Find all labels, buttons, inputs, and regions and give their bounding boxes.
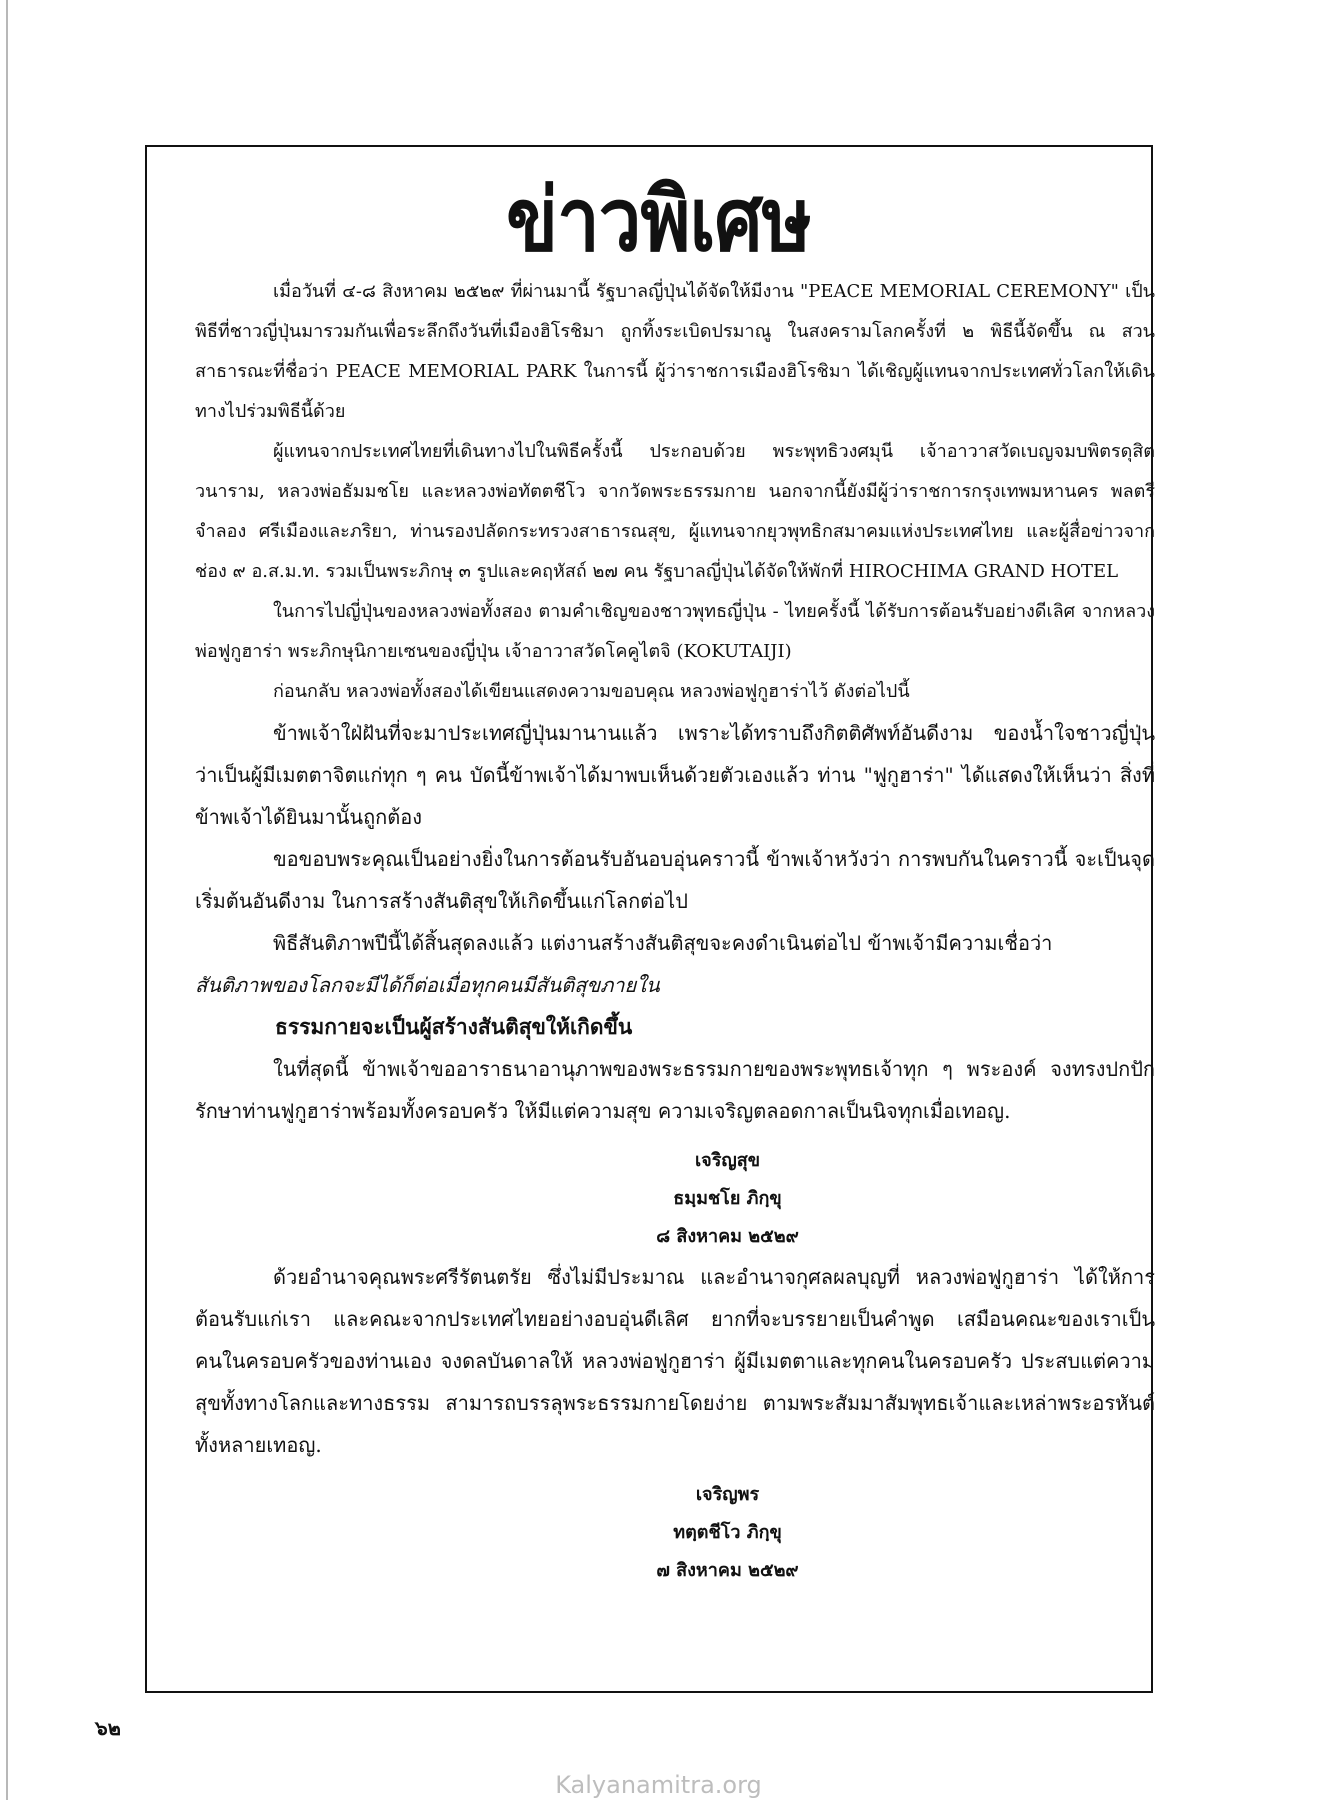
article-body [195,272,1155,1590]
signature1-name: ธมฺมชโย ภิกฺขุ [673,1188,782,1209]
paragraph-reception: ในการไปญี่ปุ่นของหลวงพ่อทั้งสอง ตามคำเชิญของชาวพุทธญี่ปุ่น - ไทยครั้งนี้ ได้รับการต้อนรับอย่างดีเลิศ จากหลวงพ่อฟูกูฮาร่า พระภิกษุนิกายเซนของญี่ปุ่น เจ้าอาวาสวัดโคคูไตจิ (KOKUTAIJI) [195,601,1155,662]
signature2-greeting: เจริญพร [695,1484,760,1505]
signature2-date: ๗ สิงหาคม ๒๕๒๙ [656,1560,799,1581]
signature2-name: ทตฺตชีโว ภิกฺขุ [673,1522,782,1543]
watermark-text: Kalyanamitra.org [555,1771,762,1799]
paragraph-delegation: ผู้แทนจากประเทศไทยที่เดินทางไปในพิธีครั้งนี้ ประกอบด้วย พระพุทธิวงศมุนี เจ้าอาวาสวัดเบญจมบพิตรดุสิตวนาราม, หลวงพ่อธัมมชโย และหลวงพ่อทัตตชีโว จากวัดพระธรรมกาย นอกจากนี้ยังมีผู้ว่าราชการกรุงเทพมหานคร พลตรีจำลอง ศรีเมืองและภริยา, ท่านรองปลัดกระทรวงสาธารณสุข, ผู้แทนจากยุวพุทธิกสมาคมแห่งประเทศไทย และผู้สื่อข่าวจากช่อง ๙ อ.ส.ม.ท. รวมเป็นพระภิกษุ ๓ รูปและคฤหัสถ์ ๒๗ คน รัฐบาลญี่ปุ่นได้จัดให้พักที่ HIROCHIMA GRAND HOTEL [195,441,1155,582]
paragraph-peace-quote: สันติภาพของโลกจะมีได้ก็ต่อเมื่อทุกคนมีสันติสุขภายใน [195,973,660,997]
paragraph-letter-2: ขอขอบพระคุณเป็นอย่างยิ่งในการต้อนรับอันอบอุ่นคราวนี้ ข้าพเจ้าหวังว่า การพบกันในคราวนี้ จะเป็นจุดเริ่มต้นอันดีงาม ในการสร้างสันติสุขให้เกิดขึ้นแก่โลกต่อไป [195,847,1155,913]
dhammakaya-statement: ธรรมกายจะเป็นผู้สร้างสันติสุขให้เกิดขึ้น [275,1014,633,1039]
signature1-date: ๘ สิงหาคม ๒๕๒๙ [656,1226,799,1247]
paragraph-intro: เมื่อวันที่ ๔-๘ สิงหาคม ๒๕๒๙ ที่ผ่านมานี้ รัฐบาลญี่ปุ่นได้จัดให้มีงาน "PEACE MEMORIAL CEREMONY" เป็นพิธีที่ชาวญี่ปุ่นมารวมกันเพื่อระลึกถึงวันที่เมืองฮิโรชิมา ถูกทิ้งระเบิดปรมาณู ในสงครามโลกครั้งที่ ๒ พิธีนี้จัดขึ้น ณ สวนสาธารณะที่ชื่อว่า PEACE MEMORIAL PARK ในการนี้ ผู้ว่าราชการเมืองฮิโรชิมา ได้เชิญผู้แทนจากประเทศทั่วโลกให้เดินทางไปร่วมพิธีนี้ด้วย [195,281,1155,422]
paragraph-letter-3: พิธีสันติภาพปีนี้ได้สิ้นสุดลงแล้ว แต่งานสร้างสันติสุขจะคงดำเนินต่อไป ข้าพเจ้ามีความเชื่อว่า [273,931,1053,955]
page-number: ๖๒ [95,1716,121,1740]
paragraph-letter-1: ข้าพเจ้าใฝ่ฝันที่จะมาประเทศญี่ปุ่นมานานแล้ว เพราะได้ทราบถึงกิตติศัพท์อันดีงาม ของน้ำใจชาวญี่ปุ่น ว่าเป็นผู้มีเมตตาจิตแก่ทุก ๆ คน บัดนี้ข้าพเจ้าได้มาพบเห็นด้วยตัวเองแล้ว ท่าน "ฟูกูฮาร่า" ได้แสดงให้เห็นว่า สิ่งที่ข้าพเจ้าได้ยินมานั้นถูกต้อง [195,721,1156,829]
paragraph-closing-blessing: ด้วยอำนาจคุณพระศรีรัตนตรัย ซึ่งไม่มีประมาณ และอำนาจกุศลผลบุญที่ หลวงพ่อฟูกูฮาร่า ได้ให้การต้อนรับแก่เรา และคณะจากประเทศไทยอย่างอบอุ่นดีเลิศ ยากที่จะบรรยายเป็นคำพูด เสมือนคณะของเราเป็นคนในครอบครัวของท่านเอง จงดลบันดาลให้ หลวงพ่อฟูกูฮาร่า ผู้มีเมตตาและทุกคนในครอบครัว ประสบแต่ความสุขทั้งทางโลกและทางธรรม สามารถบรรลุพระธรรมกายโดยง่าย ตามพระสัมมาสัมพุทธเจ้าและเหล่าพระอรหันต์ทั้งหลายเทอญ. [195,1265,1155,1457]
paragraph-before-return: ก่อนกลับ หลวงพ่อทั้งสองได้เขียนแสดงความขอบคุณ หลวงพ่อฟูกูฮาร่าไว้ ดังต่อไปนี้ [273,681,910,702]
page-title: ข่าวพิเศษ [506,168,811,271]
signature1-greeting: เจริญสุข [695,1150,760,1171]
paragraph-blessing: ในที่สุดนี้ ข้าพเจ้าขออาราธนาอานุภาพของพระธรรมกายของพระพุทธเจ้าทุก ๆ พระองค์ จงทรงปกปักรักษาท่านฟูกูฮาร่าพร้อมทั้งครอบครัว ให้มีแต่ความสุข ความเจริญตลอดกาลเป็นนิจทุกเมื่อเทอญ. [195,1057,1155,1123]
